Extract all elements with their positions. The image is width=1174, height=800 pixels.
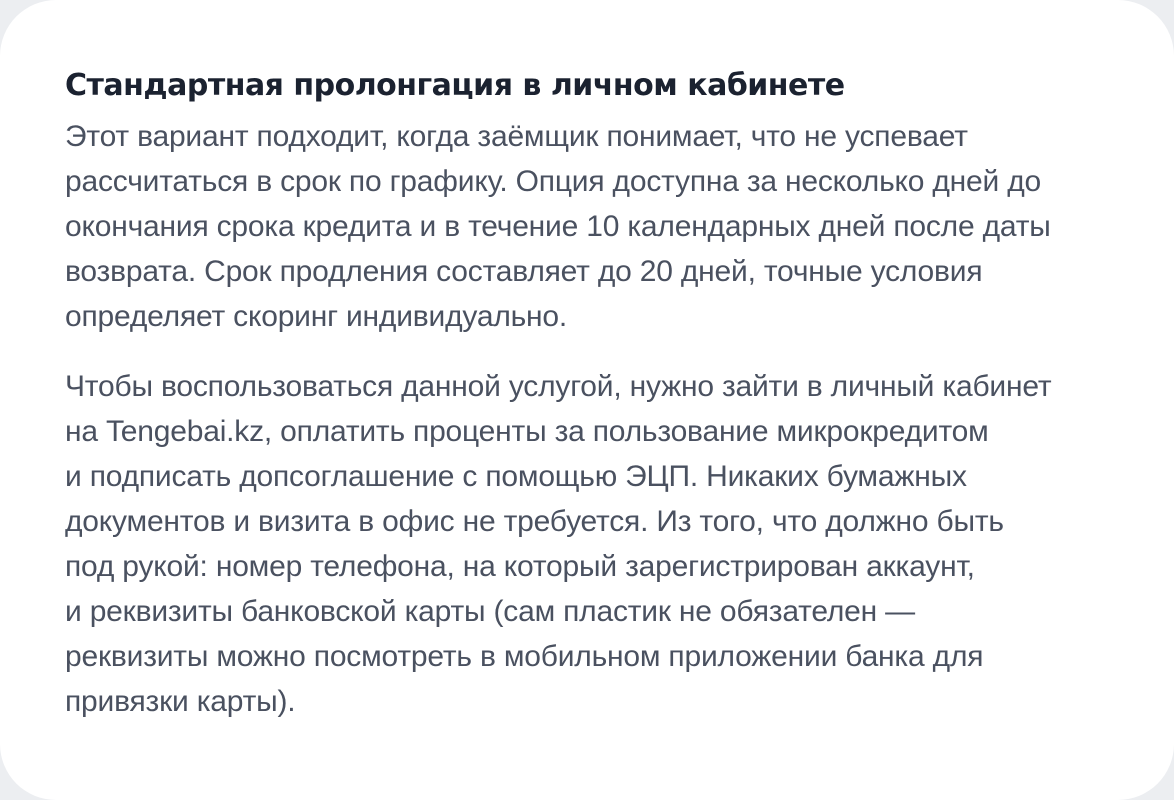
text-line: и подписать допсоглашение с помощью ЭЦП. Никаких бумажных <box>65 460 967 493</box>
text-line: документов и визита в офис не требуется. Из того, что должно быть <box>65 505 1004 538</box>
text-line: возврата. Срок продления составляет до 20 дней, точные условия <box>65 255 983 288</box>
text-line: рассчитаться в срок по графику. Опция доступна за несколько дней до <box>65 165 1042 198</box>
paragraph-prolongation-terms <box>65 114 1114 339</box>
text-line: определяет скоринг индивидуально. <box>65 300 568 333</box>
paragraph-how-to-use <box>65 364 1114 724</box>
section-title: Стандартная пролонгация в личном кабинете <box>65 68 845 103</box>
text-line: привязки карты). <box>65 685 296 718</box>
text-line: и реквизиты банковской карты (сам пластик не обязателен — <box>65 595 915 628</box>
text-line: под рукой: номер телефона, на который зарегистрирован аккаунт, <box>65 550 975 583</box>
text-line: Чтобы воспользоваться данной услугой, нужно зайти в личный кабинет <box>65 370 1052 403</box>
text-line: реквизиты можно посмотреть в мобильном приложении банка для <box>65 640 984 673</box>
text-line: окончания срока кредита и в течение 10 календарных дней после даты <box>65 210 1051 243</box>
text-line: Этот вариант подходит, когда заёмщик понимает, что не успевает <box>65 120 968 153</box>
text-line: на Tengebai.kz, оплатить проценты за пользование микрокредитом <box>65 415 989 448</box>
